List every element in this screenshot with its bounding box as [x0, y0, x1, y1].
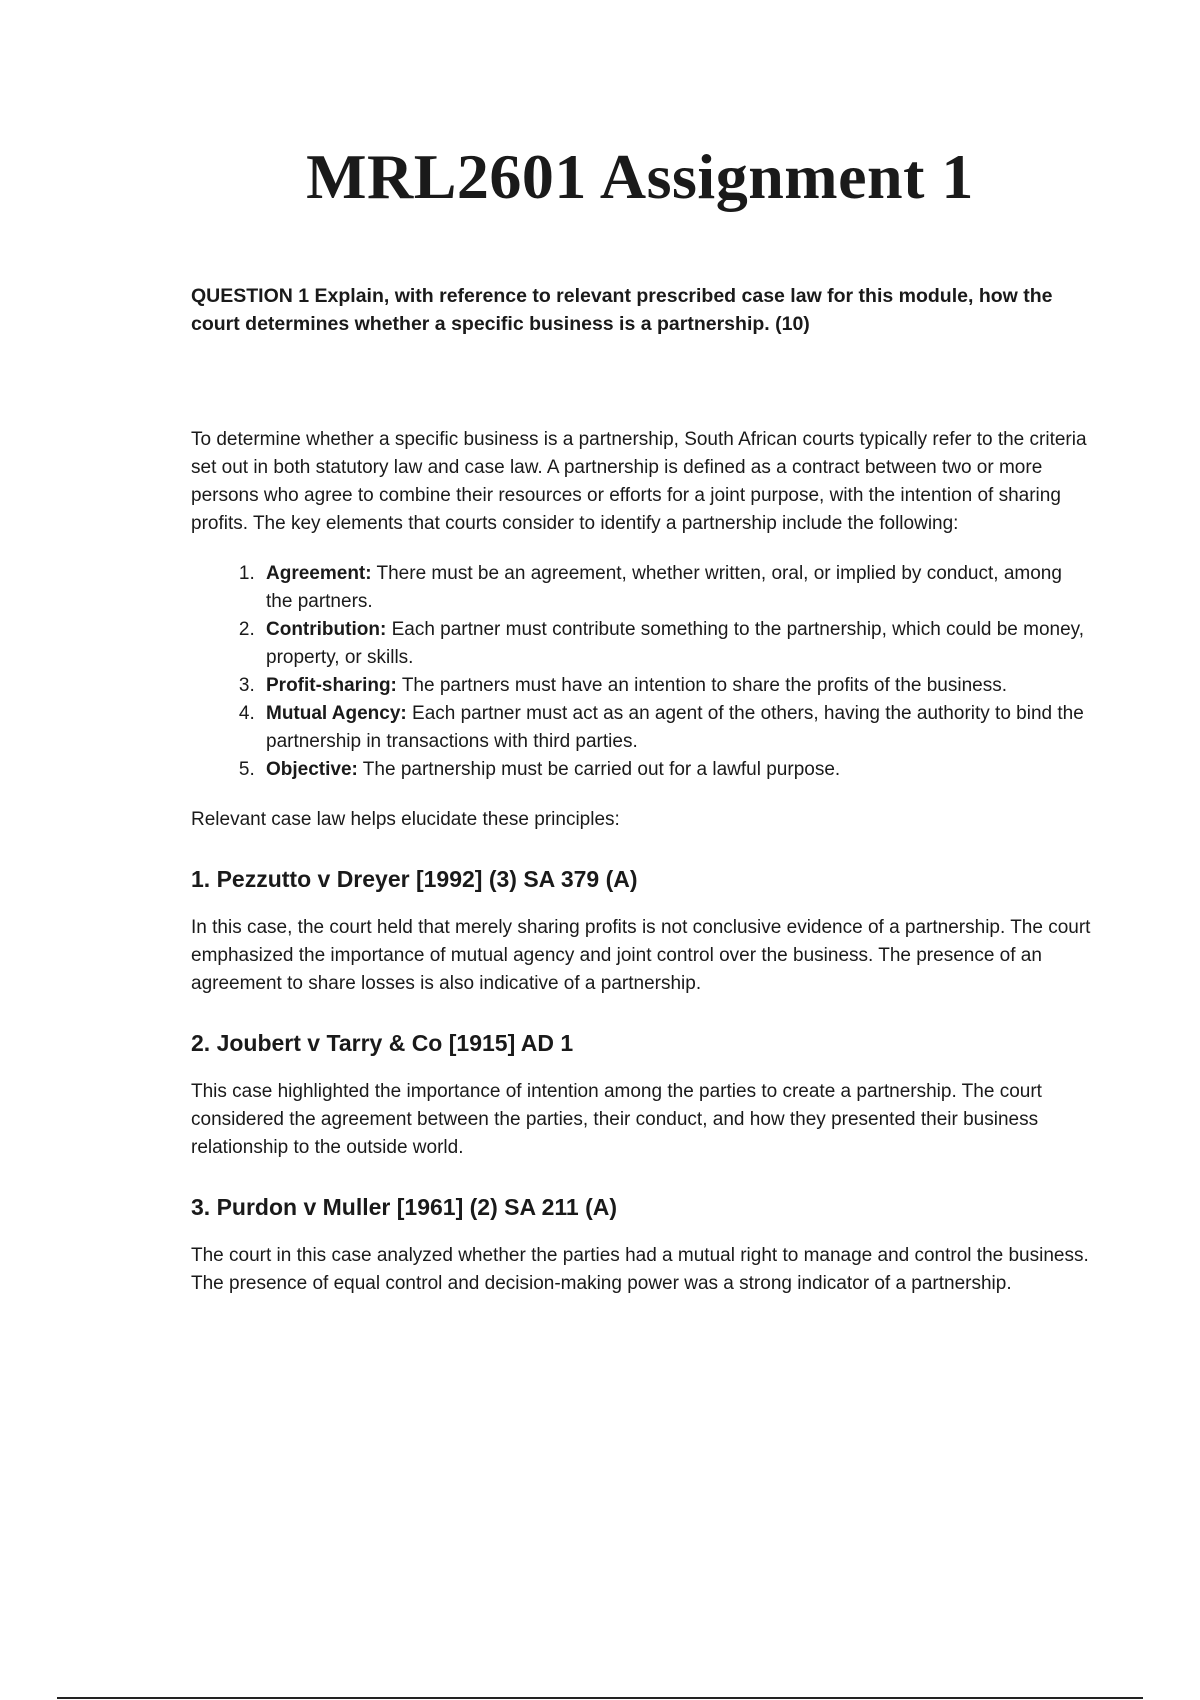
case-text-pezzutto: In this case, the court held that merely sharing profits is not conclusive evidence of a partnership. The court emphasized the importance of mutual agency and joint control over the business. The presence of an agreement to share losses is also indicative of a partnership.: [191, 917, 1091, 994]
intro-paragraph: To determine whether a specific business is a partnership, South African courts typically refer to the criteria set out in both statutory law and case law. A partnership is defined as a contract between two or more persons who agree to combine their resources or efforts for a joint purpose, with the intention of sharing profits. The key elements that courts consider to identify a partnership include the following:: [191, 429, 1087, 534]
element-term: Contribution:: [266, 619, 387, 640]
case-heading-purdon: 3. Purdon v Muller [1961] (2) SA 211 (A): [191, 1194, 618, 1220]
case-text-joubert: This case highlighted the importance of intention among the parties to create a partnership. The court considered the agreement between the parties, their conduct, and how they presented their business relationship to the outside world.: [191, 1081, 1042, 1158]
case-heading-pezzutto: 1. Pezzutto v Dreyer [1992] (3) SA 379 (A): [191, 866, 638, 892]
list-item: [260, 616, 1091, 672]
document-title: MRL2601 Assignment 1: [306, 141, 974, 212]
partnership-elements-list: [191, 560, 1091, 784]
element-term: Mutual Agency:: [266, 703, 407, 724]
list-item: [260, 700, 1091, 756]
question-text: QUESTION 1 Explain, with reference to relevant prescribed case law for this module, how the court determines whether a specific business is a partnership. (10): [191, 285, 1053, 335]
element-term: Objective:: [266, 759, 358, 780]
case-heading-joubert: 2. Joubert v Tarry & Co [1915] AD 1: [191, 1030, 574, 1056]
element-text: Each partner must act as an agent of the others, having the authority to bind the partnership in transactions with third parties.: [266, 703, 1084, 752]
element-text: There must be an agreement, whether written, oral, or implied by conduct, among the partners.: [266, 563, 1062, 612]
element-text: Each partner must contribute something to the partnership, which could be money, property, or skills.: [266, 619, 1085, 668]
element-text: The partners must have an intention to share the profits of the business.: [396, 675, 1008, 696]
list-item: [260, 756, 1091, 784]
footer-divider: [57, 1697, 1143, 1699]
relevant-case-law-intro: Relevant case law helps elucidate these principles:: [191, 809, 620, 830]
element-text: The partnership must be carried out for a lawful purpose.: [357, 759, 841, 780]
list-item: [260, 560, 1091, 616]
element-term: Profit-sharing:: [266, 675, 397, 696]
list-item: [260, 672, 1091, 700]
document-body: [191, 282, 1091, 1298]
case-text-purdon: The court in this case analyzed whether the parties had a mutual right to manage and control the business. The presence of equal control and decision-making power was a strong indicator of a partnership.: [191, 1245, 1089, 1294]
element-term: Agreement:: [266, 563, 372, 584]
